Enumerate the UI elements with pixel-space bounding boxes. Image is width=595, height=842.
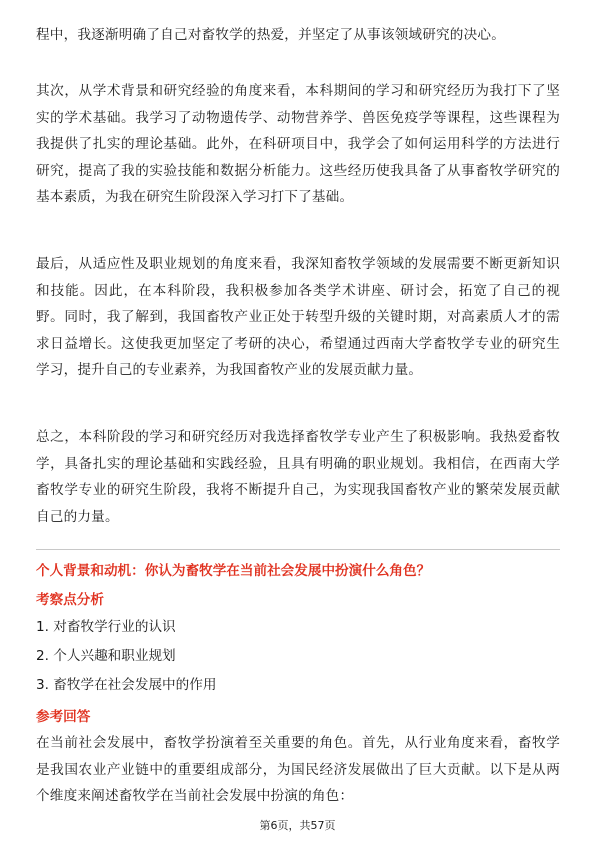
analysis-point-1: 1. 对畜牧学行业的认识 <box>36 619 176 635</box>
question-title: 个人背景和动机：你认为畜牧学在当前社会发展中扮演什么角色？ <box>36 563 431 579</box>
body-paragraph-conclusion: 总之，本科阶段的学习和研究经历对我选择畜牧学专业产生了积极影响。我热爱畜牧学，具备扎实的理论基础和实践经验，且具有明确的职业规划。我相信，在西南大学畜牧学专业的研究生阶段，我将不断提升自己，为实现我国畜牧产业的繁荣发展贡献自己的力量。 <box>36 429 560 525</box>
section-divider <box>36 549 560 550</box>
body-paragraph-continuation: 程中，我逐渐明确了自己对畜牧学的热爱，并坚定了从事该领域研究的决心。 <box>36 27 505 43</box>
analysis-heading: 考察点分析 <box>36 592 104 608</box>
body-paragraph-career-planning: 最后，从适应性及职业规划的角度来看，我深知畜牧学领域的发展需要不断更新知识和技能。因此，在本科阶段，我积极参加各类学术讲座、研讨会，拓宽了自己的视野。同时，我了解到，我国畜牧产业正处于转型升级的关键时期，对高素质人才的需求日益增长。这使我更加坚定了考研的决心，希望通过西南大学畜牧学专业的研究生学习，提升自己的专业素养，为我国畜牧产业的发展贡献力量。 <box>36 256 560 378</box>
answer-heading: 参考回答 <box>36 709 91 725</box>
analysis-point-3: 3. 畜牧学在社会发展中的作用 <box>36 677 217 693</box>
body-paragraph-academic-background: 其次，从学术背景和研究经验的角度来看，本科期间的学习和研究经历为我打下了坚实的学术基础。我学习了动物遗传学、动物营养学、兽医免疫学等课程，这些课程为我提供了扎实的理论基础。此外，在科研项目中，我学会了如何运用科学的方法进行研究，提高了我的实验技能和数据分析能力。这些经历使我具备了从事畜牧学研究的基本素质，为我在研究生阶段深入学习打下了基础。 <box>36 83 560 205</box>
page-number-footer: 第6页，共57页 <box>259 819 336 832</box>
answer-paragraph: 在当前社会发展中，畜牧学扮演着至关重要的角色。首先，从行业角度来看，畜牧学是我国农业产业链中的重要组成部分，为国民经济发展做出了巨大贡献。以下是从两个维度来阐述畜牧学在当前社会发展中扮演的角色： <box>36 735 560 804</box>
analysis-point-2: 2. 个人兴趣和职业规划 <box>36 648 176 664</box>
